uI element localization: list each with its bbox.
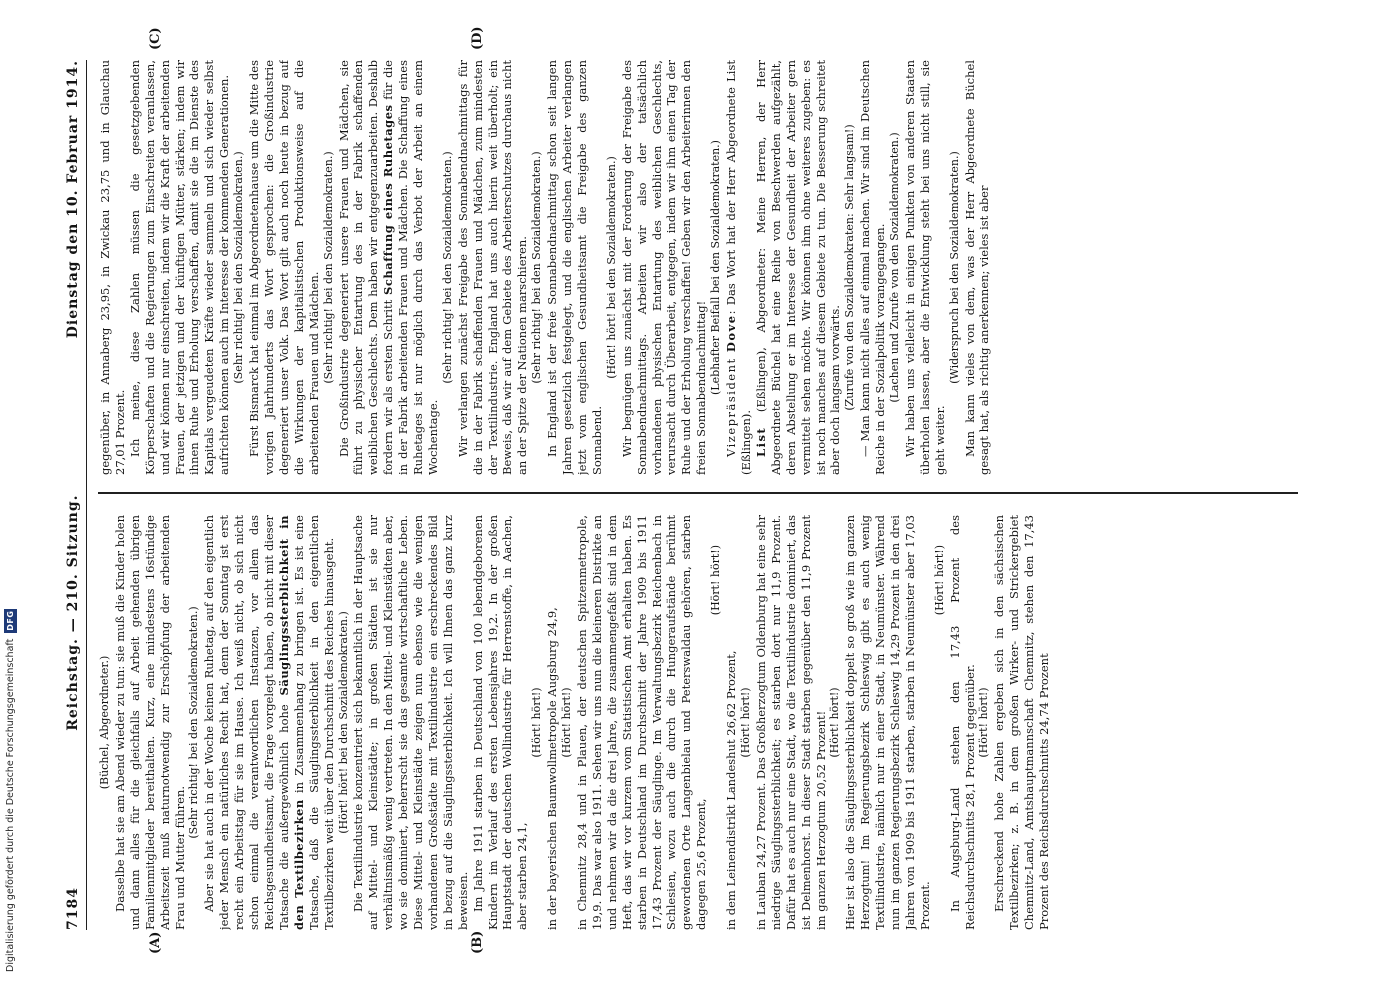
interjection: (Hört! hört!): [932, 545, 946, 616]
digitization-note: [4, 596, 16, 986]
speaker-text: : Das Wort hat der Herr Abgeordnete List (Eßlingen).: [724, 60, 753, 475]
interjection: (Hört! hört! bei den Sozialdemokraten.): [604, 156, 618, 379]
running-head: [60, 60, 87, 930]
interjection: (Hört! hört!): [560, 687, 574, 758]
interjection: (Hört! hört!): [738, 687, 752, 758]
speaker-name: Dove: [724, 314, 739, 353]
speaker-line: [754, 60, 843, 475]
paragraph: gegenüber, in Annaberg 23,95, in Zwickau 23,75 und in Glauchau 27,01 Prozent.: [98, 60, 127, 475]
interjection: (Hört! hört!): [530, 687, 544, 758]
running-head-date: Dienstag den 10. Februar 1914.: [65, 60, 81, 339]
paragraph: Fürst Bismarck hat einmal im Abgeordnetenhause um die Mitte des vorigen Jahrhunderts das Wort gesprochen: die Großindustrie degeneriert unser Volk. Das Wort gilt auch noch heute in bezug auf die Wirkungen der kapitalistischen Produktionsweise auf die arbeitenden Frauen und Mädchen.: [247, 60, 321, 475]
paragraph-text: in Zusammenhang zu bringen ist. Es ist eine Tatsache, daß die Säuglingssterblichkeit in den eigentlichen Textilbezirken weit über den Durchschnitt des Reiches hinausgeht.: [291, 515, 336, 930]
interjection: (Sehr richtig! bei den Sozialdemokraten.): [321, 151, 335, 384]
running-head-title: Reichstag. — 210. Sitzung.: [65, 494, 81, 731]
paragraph: Im Jahre 1911 starben in Deutschland von 100 lebendgeborenen Kindern im Verlauf des ersten Lebensjahres 19,2. In der großen Hauptstadt der deutschen Wollindustrie für Herrenstoffe, in Aachen, aber starben 24,1,: [470, 515, 530, 930]
paragraph: Die Textilindustrie konzentriert sich bekanntlich in der Hauptsache auf Mittel- und Kleinstädte; in großen Städten ist sie nur verhältnismäßig wenig vertreten. In den Mittel- und Kleinstädten aber, wo sie dominiert, beherrscht sie das gesamte wirtschaftliche Leben. Diese Mittel- und Kleinstädte zeigen nun ebenso wie die wenigen vorhandenen Großstädte mit Textilindustrie ein erschreckendes Bild in bezug auf die Säuglingssterblichkeit. Ich will Ihnen das ganz kurz beweisen.: [351, 515, 470, 930]
paragraph: in der bayerischen Baumwollmetropole Augsburg 24,9,: [545, 607, 560, 930]
paragraph: Wir begnügen uns zunächst mit der Forderung der Freigabe des Sonnabendnachmittags. Arbeiten wir also der tatsächlich vorhandenen physischen Entartung des weiblichen Geschlechts, verursacht durch Überarbeit, entgegen, indem wir ihm einen Tag der Ruhe und der Erholung verschaffen! Geben wir den Arbeiterinnen den freien Sonnabendnachmittag!: [619, 60, 709, 475]
interjection: (Lachen und Zurufe von den Sozialdemokraten.): [888, 132, 902, 403]
left-column: [98, 515, 1298, 930]
emphasis-text: Säuglingssterblichkeit in den Textilbezirken: [276, 515, 306, 930]
interjection: (Hört! hört!): [709, 545, 723, 616]
interjection: (Sehr richtig! bei den Sozialdemokraten.): [530, 151, 544, 384]
paragraph: In Augsburg-Land stehen den 17,43 Prozent des Reichsdurchschnitts 28,1 Prozent gegenüber.: [947, 515, 977, 930]
paragraph: in Chemnitz 28,4 und in Plauen, der deutschen Spitzenmetropole, 19,9. Das war also 1911. Sehen wir uns nun die kleineren Distrikte an und nehmen wir da die drei Jahre, die zusammengefaßt sind in dem Heft, das wir vor kurzem vom Statistischen Amt erhalten haben. Es starben in Deutschland im Durchschnitt der Jahre 1909 bis 1911 17,43 Prozent der Säuglinge. Im Verwaltungsbezirk Reichenbach in Schlesien, wozu auch die durch die Hungeraufstände berühmt gewordenen Orte Langenbielau und Peterswaldau gehören, starben dagegen 25,6 Prozent,: [575, 515, 709, 930]
paragraph: Wir verlangen zunächst Freigabe des Sonnabendnachmittags für die in der Fabrik schaffenden Frauen und Mädchen, zum mindesten der Textilindustrie. England hat uns auch hierin weit überholt; ein Beweis, daß wir auf dem Gebiete des Arbeiterschutzes durchaus nicht an der Spitze der Nationen marschieren.: [455, 60, 530, 475]
interjection: (Lebhafter Beifall bei den Sozialdemokraten.): [709, 140, 723, 395]
interjection: (Sehr richtig! bei den Sozialdemokraten.): [232, 151, 246, 384]
margin-marker-b: (B): [470, 930, 485, 954]
speaker-continuation: (Büchel, Abgeordneter.): [98, 655, 111, 790]
dfg-logo: DFG: [5, 610, 15, 631]
margin-marker-c: (C): [148, 27, 163, 50]
digitization-note-label: Digitalisierung gefördert durch die Deutsche Forschungsgemeinschaft: [4, 638, 16, 972]
page-body: [60, 26, 1305, 954]
paragraph: — Man kann nicht alles auf einmal machen. Wir sind im Deutschen Reiche in der Sozialpolitik vorangegangen.: [858, 60, 888, 475]
digitization-note-text: [4, 582, 16, 972]
paragraph: Erschreckend hohe Zahlen ergeben sich in den sächsischen Textilbezirken; z. B. in dem großen Wirker- und Strickergebiet Chemnitz-Land, Amtshauptmannschaft Chemnitz, stehen den 17,43 Prozent des Reichsdurchschnitts 24,74 Prozent: [992, 515, 1052, 930]
margin-marker-d: (D): [470, 26, 485, 50]
page-number: 7184: [65, 887, 81, 930]
speaker-role: Vizepräsident: [724, 357, 739, 457]
paragraph: [337, 60, 441, 475]
right-column: [98, 60, 1298, 475]
speaker-line: [724, 60, 754, 475]
paragraph: In England ist der freie Sonnabendnachmittag schon seit langen Jahren gesetzlich festgelegt, und die englischen Arbeiter verlangen jetzt vom englischen Gesundheitsamt die Freigabe des ganzen Sonnabend.: [545, 60, 604, 475]
speaker-name: List: [753, 426, 768, 457]
paragraph-text: Aber sie hat auch in der Woche keinen Ruhetag, auf den eigentlich jeder Mensch ein natürliches Recht hat, denn der Sonntag ist erst recht ein Arbeitstag für sie im Hause. Ich weiß nicht, ob sich nicht schon einmal die verantwortlichen Instanzen, vor allem das Reichsgesundheitsamt, die Frage vorgelegt haben, ob nicht mit dieser Tatsache die außergewöhnlich hohe: [202, 515, 291, 930]
paragraph: Hier ist also die Säuglingssterblichkeit doppelt so groß wie im ganzen Herzogtum! Im Regierungsbezirk Schleswig gibt es auch wenig Textilindustrie, nämlich nur in einer Stadt, in Neumünster. Während nun im ganzen Regierungsbezirk Schleswig 14,29 Prozent in den drei Jahren von 1909 bis 1911 starben, starben in Neumünster aber 17,03 Prozent.: [843, 515, 932, 930]
paragraph-text: Die Großindustrie degeneriert unsere Frauen und Mädchen, sie führt zu physischer Entartung des in der Fabrik schaffenden weiblichen Geschlechts. Dem haben wir entgegenzuarbeiten. Deshalb fordern wir als ersten Schritt: [336, 60, 396, 475]
paragraph: Wir haben uns vielleicht in einigen Punkten von anderen Staaten überholen lassen, aber die Entwicklung steht bei uns nicht still, sie geht weiter.: [902, 60, 947, 475]
speaker-text: (Eßlingen), Abgeordneter: Meine Herren, der Herr Abgeordnete Büchel hat eine Reihe von Beschwerden aufgezählt, deren Abstellung er im Interesse der Gesundheit der Arbeiter gern vermittelt sehen möchte. Wir können ihm ohne weiteres zugeben: es ist noch manches auf diesem Gebiete zu tun. Die Besserung schreitet aber doch langsam vorwärts.: [753, 60, 843, 475]
interjection: (Sehr richtig! bei den Sozialdemokraten.): [440, 151, 454, 384]
interjection: (Sehr richtig! bei den Sozialdemokraten.): [187, 606, 201, 839]
column-divider: [98, 493, 1298, 495]
paragraph: in Lauban 24,27 Prozent. Das Großherzogtum Oldenburg hat eine sehr niedrige Säuglingssterblichkeit; es starben dort nur 11,9 Prozent. Dafür hat es auch nur eine Stadt, wo die Textilindustrie dominiert, das ist Delmenhorst. In dieser Stadt starben gegenüber den 11,9 Prozent im ganzen Herzogtum 20,52 Prozent!: [753, 515, 828, 930]
interjection: (Widerspruch bei den Sozialdemokraten.): [947, 151, 961, 384]
emphasis-text: Schaffung eines Ruhetages: [381, 104, 396, 295]
interjection: (Zurufe von den Sozialdemokraten: Sehr langsam!): [843, 124, 857, 411]
paragraph: Man kann vieles von dem, was der Herr Abgeordnete Büchel gesagt hat, als richtig anerkennen; vieles ist aber: [962, 60, 992, 475]
paragraph-text: für die in der Fabrik arbeitenden Frauen und Mädchen. Die Schaffung eines Ruhetages ist nur möglich durch das Verbot der Arbeit an einem Wochentage.: [381, 60, 440, 475]
paragraph: in dem Leinendistrikt Landeshut 26,62 Prozent,: [724, 650, 739, 930]
paragraph: Dasselbe hat sie am Abend wieder zu tun: sie muß die Kinder holen und dann alles für die gleichfalls auf Arbeit gehenden übrigen Familienmitglieder bereithalten. Kurz, eine mindestens 16stündige Arbeitszeit muß naturnotwendig zur Erschöpfung der arbeitenden Frau und Mutter führen.: [112, 515, 187, 930]
margin-marker-a: (A): [148, 931, 163, 954]
interjection: (Hört! hört!): [977, 687, 991, 758]
interjection: (Hört! hört!): [828, 687, 842, 758]
interjection: (Hört! hört! bei den Sozialdemokraten.): [336, 611, 350, 834]
paragraph: Ich meine, diese Zahlen müssen die gesetzgebenden Körperschaften und die Regierungen zum Einschreiten veranlassen, und wir können nur einschreiten, indem wir die Kraft der arbeitenden Frauen, der jetzigen und der künftigen Mütter, stärken; indem wir ihnen Ruhe und Erholung verschaffen, damit sie die im Dienste des Kapitals vergeudeten Kräfte wieder sammeln und sich wieder selbst aufrichten können auch im Interesse der kommenden Generationen.: [127, 60, 232, 475]
paragraph: [202, 515, 336, 930]
